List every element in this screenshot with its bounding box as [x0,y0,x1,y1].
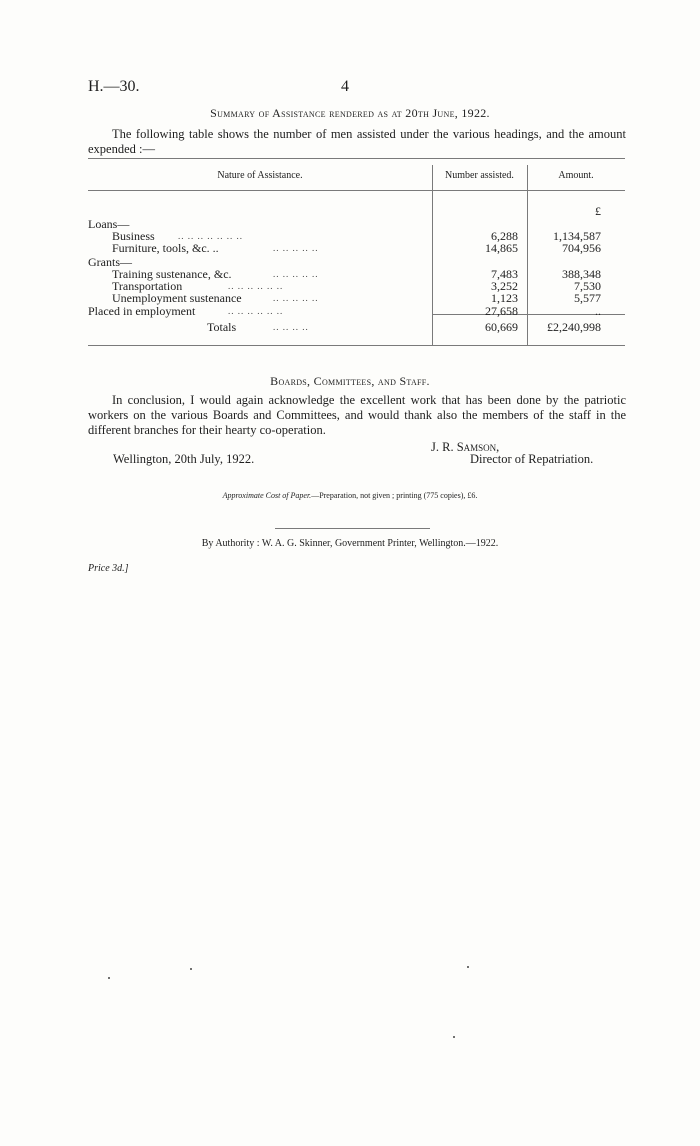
row-label: Business [112,229,155,243]
signatory-name: J. R. Samson, [431,440,500,454]
row-amount: 5,577 [574,291,601,305]
row-amount: 704,956 [562,241,601,255]
scan-speck [190,968,192,970]
table-top-rule [88,158,625,159]
column-header-amount: Amount. [558,170,594,181]
row-number-assisted: 1,123 [491,291,518,305]
authority-rule [275,528,430,529]
totals-row [88,321,628,334]
table-row [88,242,628,255]
row-leader-dots: .. .. .. .. .. [273,269,319,279]
row-leader-dots: .. .. .. .. .. .. [228,306,284,316]
row-amount: .. [595,304,601,318]
row-label: Unemployment sustenance [112,291,242,305]
currency-symbol: £ [595,204,601,218]
scan-speck [108,977,110,979]
conclusion-paragraph [88,393,626,438]
cost-note-label: Approximate Cost of Paper. [222,491,312,500]
currency-row [88,205,628,218]
row-number-assisted: 7,483 [491,267,518,281]
boards-heading: Boards, Committees, and Staff. [270,374,430,388]
table-bottom-rule [88,345,625,346]
document-reference: H.—30. [88,78,140,95]
row-number-assisted: 27,658 [485,304,518,318]
intro-paragraph [88,127,626,157]
row-label: Furniture, tools, &c. .. [112,241,219,255]
row-number-assisted: 6,288 [491,229,518,243]
intro-text: The following table shows the number of men assisted under the various headings, and the amount expended :— [88,127,626,156]
table-column-divider-1 [432,165,433,345]
summary-title: Summary of Assistance rendered as at 20th June, 1922. [210,106,490,120]
row-amount: 7,530 [574,279,601,293]
row-label: Loans— [88,217,130,231]
row-leader-dots: .. .. .. .. .. .. [228,281,284,291]
table-header-rule [88,190,625,191]
table-row [88,305,628,318]
scan-speck [467,966,469,968]
row-leader-dots: .. .. .. .. .. .. .. [178,231,243,241]
row-label: Training sustenance, &c. [112,267,232,281]
row-leader-dots: .. .. .. .. .. [273,243,319,253]
signatory-role: Director of Repatriation. [470,452,594,466]
table-column-divider-2 [527,165,528,345]
row-label: Grants— [88,255,132,269]
row-amount: 388,348 [562,267,601,281]
row-leader-dots: .. .. .. .. .. [273,293,319,303]
price-note: Price 3d.] [88,563,129,574]
totals-amount: £2,240,998 [547,320,601,334]
row-label: Transportation [112,279,183,293]
scan-speck [453,1036,455,1038]
totals-number: 60,669 [485,320,518,334]
page-number: 4 [341,78,349,95]
conclusion-text: In conclusion, I would again acknowledge the excellent work that has been done by the patriotic workers on the various Boards and Committees, and would thank also the members of the staff in the different branches for their hearty co-operation. [88,393,626,437]
row-label: Placed in employment [88,304,196,318]
cost-note [0,491,700,500]
place-date: Wellington, 20th July, 1922. [113,452,255,466]
row-number-assisted: 3,252 [491,279,518,293]
totals-leader-dots: .. .. .. .. [273,322,309,332]
row-number-assisted: 14,865 [485,241,518,255]
printer-authority: By Authority : W. A. G. Skinner, Government Printer, Wellington.—1922. [201,538,499,549]
row-amount: 1,134,587 [553,229,601,243]
totals-label: Totals [207,320,237,334]
column-header-nature: Nature of Assistance. [217,170,303,181]
cost-note-text: —Preparation, not given ; printing (775 copies), £6. [311,491,478,500]
column-header-number: Number assisted. [445,170,514,181]
